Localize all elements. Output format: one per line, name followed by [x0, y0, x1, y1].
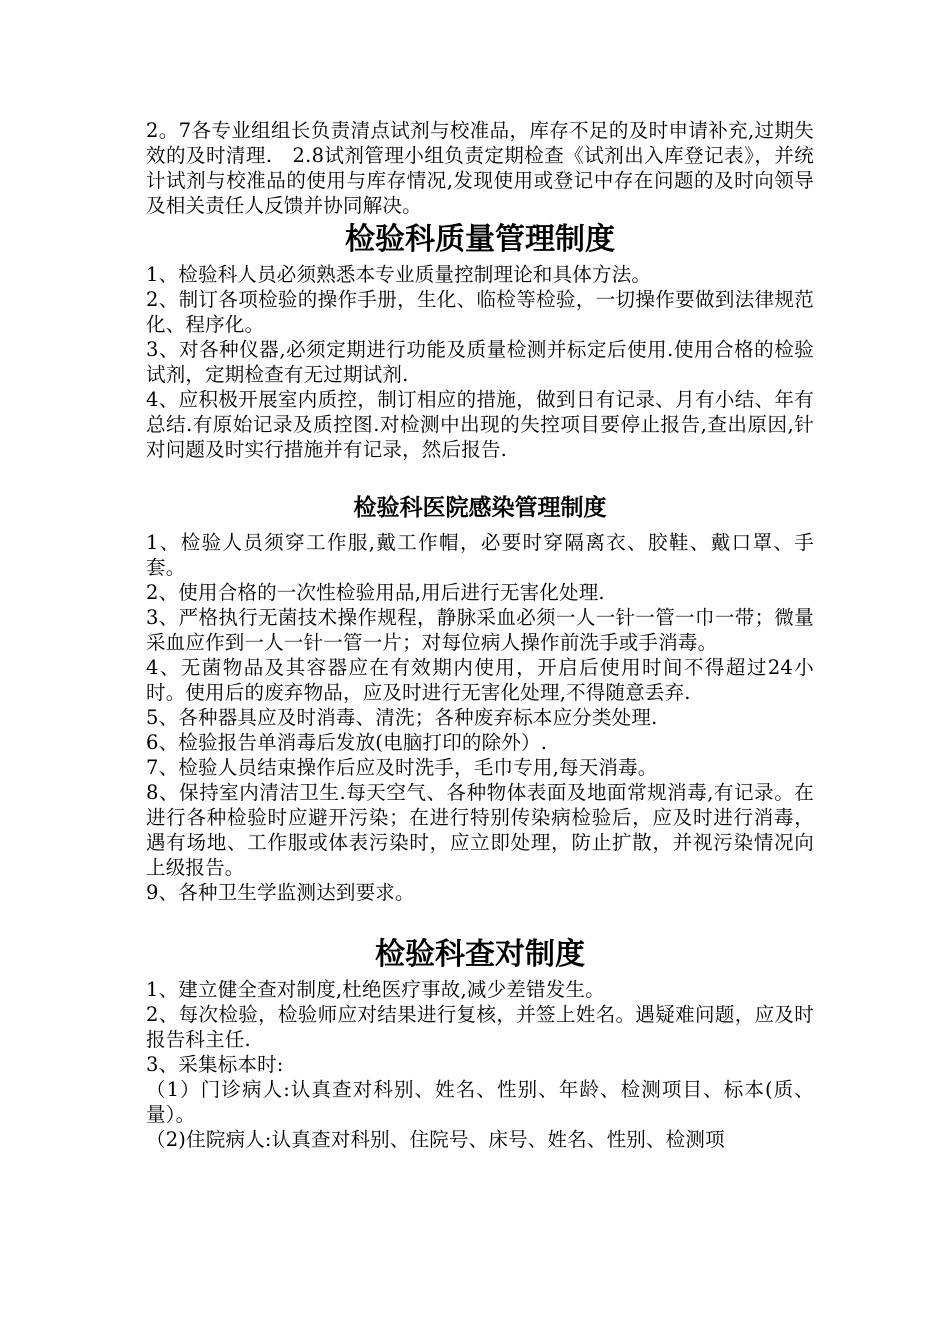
list-item: 8、保持室内清洁卫生.每天空气、各种物体表面及地面常规消毒,有记录。在进行各种检验时应避开污染；在进行特别传染病检验后，应及时进行消毒，遇有场地、工作服或体表污染时，应立即处理，防止扩散，并视污染情况向上级报告。 — [146, 781, 814, 879]
list-item: 4、应积极开展室内质控，制订相应的措施，做到日有记录、月有小结、年有总结.有原始记录及质控图.对检测中出现的失控项目要停止报告,查出原因,针对问题及时实行措施并有记录，然后报告. — [146, 388, 814, 461]
list-item: 3、对各种仪器,必须定期进行功能及质量检测并标定后使用.使用合格的检验试剂，定期检查有无过期试剂. — [146, 338, 814, 386]
list-item: 5、各种器具应及时消毒、清洗；各种废弃标本应分类处理. — [146, 706, 658, 729]
list-item: 2、每次检验，检验师应对结果进行复核，并签上姓名。遇疑难问题，应及时报告科主任. — [146, 1003, 814, 1051]
section-title-infection-management: 检验科医院感染管理制度 — [353, 495, 607, 521]
list-item: 6、检验报告单消毒后发放(电脑打印的除外）. — [146, 731, 548, 754]
list-item: （2)住院病人:认真查对科别、住院号、床号、姓名、性别、检测项 — [146, 1128, 725, 1151]
list-item: （1）门诊病人:认真查对科别、姓名、性别、年龄、检测项目、标本(质、量）。 — [146, 1078, 814, 1126]
list-item: 1、检验科人员必须熟悉本专业质量控制理论和具体方法。 — [146, 263, 652, 286]
intro-paragraph: 2。7各专业组组长负责清点试剂与校准品，库存不足的及时申请补充,过期失效的及时清理. 2.8试剂管理小组负责定期检查《试剂出入库登记表》，并统计试剂与校准品的使用与库存情况,发现使用或登记中存在问题的及时向领导及相关责任人反馈并协同解决。 — [146, 119, 814, 217]
list-item: 9、各种卫生学监测达到要求。 — [146, 881, 415, 904]
list-item: 1、建立健全查对制度,杜绝医疗事故,减少差错发生。 — [146, 978, 605, 1001]
list-item: 4、无菌物品及其容器应在有效期内使用，开启后使用时间不得超过24小时。使用后的废弃物品，应及时进行无害化处理,不得随意丢弃. — [146, 656, 814, 704]
section-title-quality-management: 检验科质量管理制度 — [345, 222, 615, 257]
list-item: 1、检验人员须穿工作服,戴工作帽，必要时穿隔离衣、胶鞋、戴口罩、手套。 — [146, 531, 814, 579]
list-item: 2、使用合格的一次性检验用品,用后进行无害化处理. — [146, 581, 605, 604]
list-item: 3、严格执行无菌技术操作规程，静脉采血必须一人一针一管一巾一带；微量采血应作到一人一针一管一片；对每位病人操作前洗手或手消毒。 — [146, 606, 814, 654]
list-item: 3、采集标本时: — [146, 1053, 284, 1076]
section-title-verification: 检验科查对制度 — [375, 937, 585, 972]
list-item: 2、制订各项检验的操作手册，生化、临检等检验，一切操作要做到法律规范化、程序化。 — [146, 288, 814, 336]
document-content — [146, 118, 814, 1152]
list-item: 7、检验人员结束操作后应及时洗手，毛巾专用,每天消毒。 — [146, 756, 658, 779]
